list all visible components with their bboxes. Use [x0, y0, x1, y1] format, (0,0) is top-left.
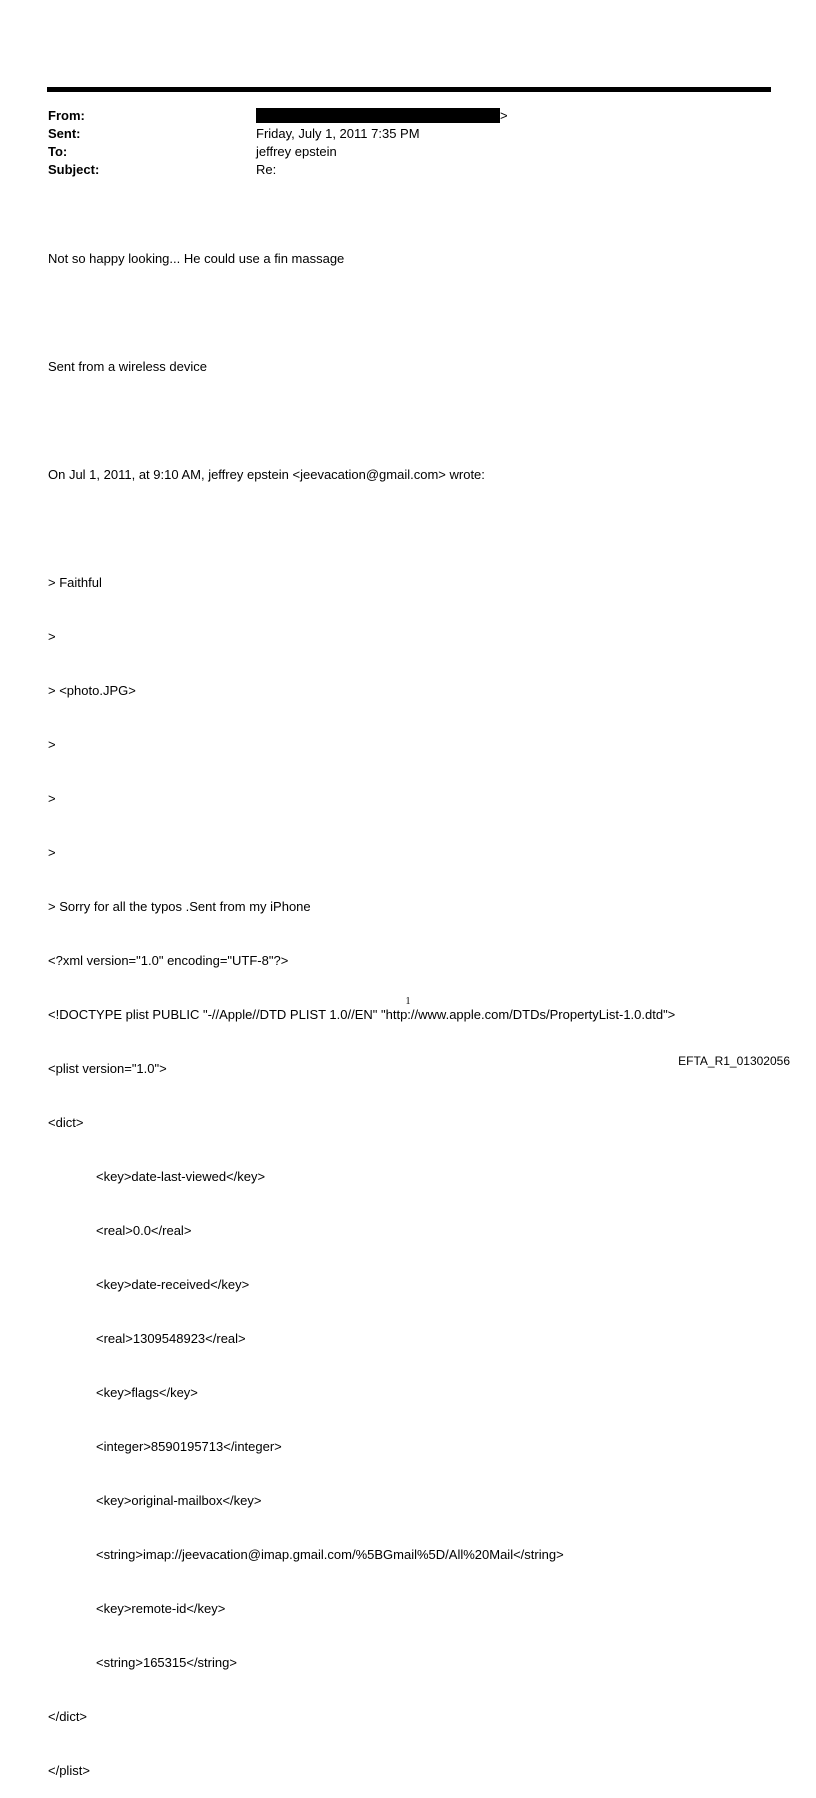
dict-entry: <integer>8590195713</integer> [96, 1439, 282, 1454]
dict-entry: <real>1309548923</real> [96, 1331, 246, 1346]
subject-label: Subject: [48, 162, 100, 177]
message-text: Not so happy looking... He could use a fin massage [48, 251, 345, 266]
dict-entry: <key>flags</key> [96, 1385, 198, 1400]
bates-stamp: EFTA_R1_01302056 [678, 1054, 790, 1068]
doctype-line: <!DOCTYPE plist PUBLIC "-//Apple//DTD PLIST 1.0//EN" "http://www.apple.com/DTDs/PropertyList-1.0.dtd"> [48, 1007, 676, 1022]
dict-entry: <string>165315</string> [96, 1655, 237, 1670]
dict-close: </dict> [48, 1709, 88, 1724]
dict-entry: <key>original-mailbox</key> [96, 1493, 262, 1508]
dict-entry: <string>imap://jeevacation@imap.gmail.com/%5BGmail%5D/All%20Mail</string> [96, 1547, 564, 1562]
quoted-line: > <photo.JPG> [48, 683, 136, 698]
quoted-line: > Sorry for all the typos .Sent from my iPhone [48, 899, 311, 914]
quoted-line: > [48, 791, 56, 806]
xml-declaration: <?xml version="1.0" encoding="UTF-8"?> [48, 953, 289, 968]
plist-open: <plist version="1.0"> [48, 1061, 167, 1076]
quoted-line: > Faithful [48, 575, 102, 590]
quote-intro: On Jul 1, 2011, at 9:10 AM, jeffrey epstein <jeevacation@gmail.com> wrote: [48, 467, 485, 482]
header-rule [47, 87, 771, 92]
page-number: 1 [405, 996, 411, 1007]
dict-entry: <key>date-last-viewed</key> [96, 1169, 266, 1184]
from-label: From: [48, 108, 85, 123]
dict-entry: <real>0.0</real> [96, 1223, 192, 1238]
dict-entry: <key>date-received</key> [96, 1277, 250, 1292]
from-suffix: > [500, 108, 508, 123]
redaction-block [256, 108, 500, 123]
dict-open: <dict> [48, 1115, 84, 1130]
subject-value: Re: [256, 162, 277, 177]
plist-close: </plist> [48, 1763, 90, 1778]
sent-label: Sent: [48, 126, 81, 141]
signature-text: Sent from a wireless device [48, 359, 207, 374]
from-value [256, 107, 508, 125]
sent-value: Friday, July 1, 2011 7:35 PM [256, 126, 420, 141]
to-value: jeffrey epstein [256, 144, 337, 159]
quoted-line: > [48, 737, 56, 752]
to-label: To: [48, 144, 68, 159]
quoted-line: > [48, 629, 56, 644]
quoted-line: > [48, 845, 56, 860]
dict-entry: <key>remote-id</key> [96, 1601, 226, 1616]
